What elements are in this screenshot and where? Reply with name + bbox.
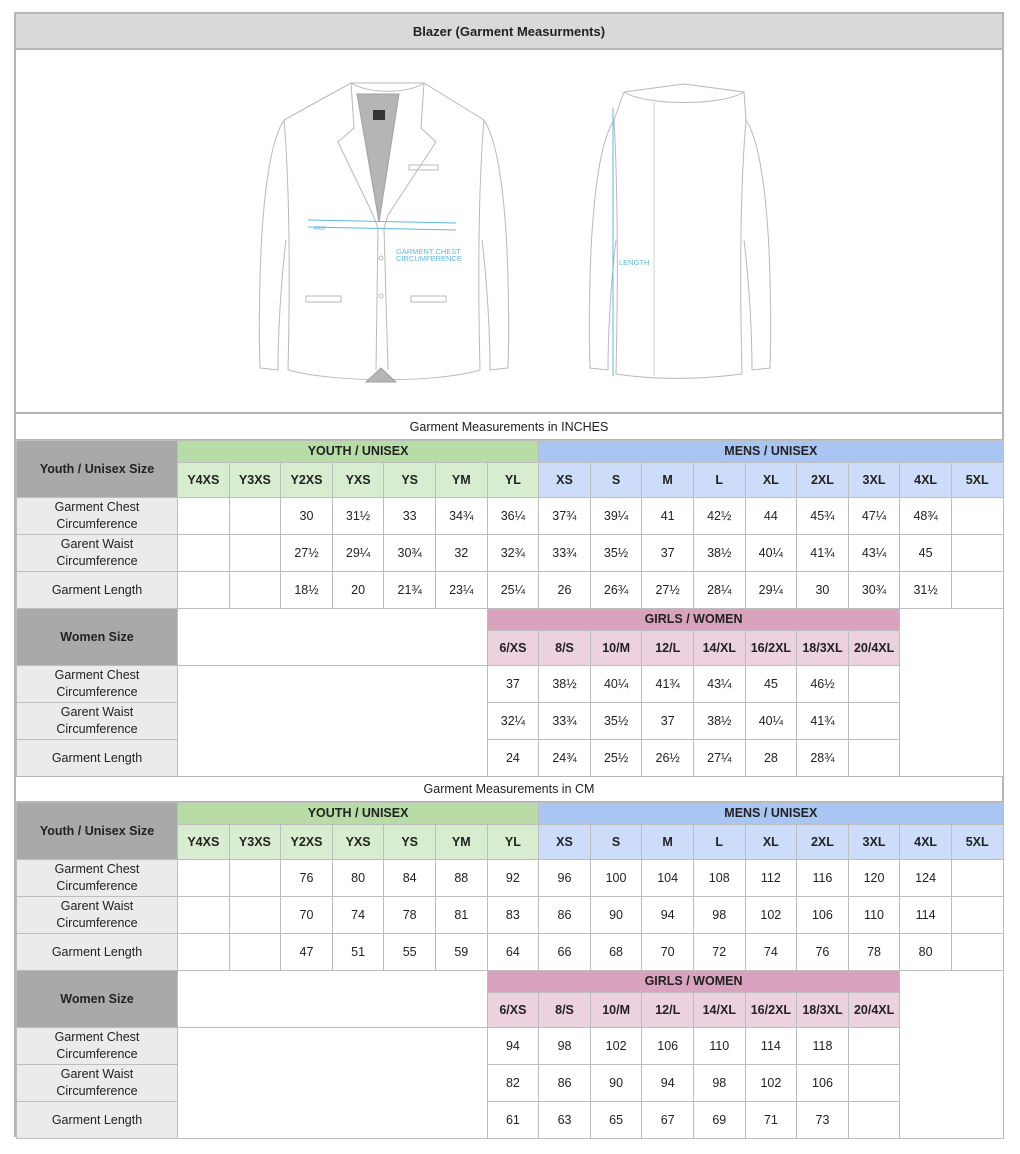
measurement-value: 30 (797, 572, 849, 609)
measurement-label-line1: Garment Length (51, 582, 143, 597)
size-column-header: 4XL (900, 825, 952, 860)
measurement-value: 37 (642, 535, 694, 572)
size-column-header: 2XL (797, 825, 849, 860)
measurement-label-line1: Garment Length (51, 944, 143, 959)
measurement-value: 110 (848, 897, 900, 934)
table-row (17, 1102, 1004, 1139)
size-column-header: YM (435, 463, 487, 498)
table-row (17, 498, 1004, 535)
mens-group-header: MENS / UNISEX (539, 803, 1003, 825)
measurement-value: 31½ (332, 498, 384, 535)
measurement-label-line2: Circumference (56, 722, 138, 736)
empty-area (900, 609, 1003, 777)
measurement-value: 114 (900, 897, 952, 934)
measurement-value: 41¾ (642, 666, 694, 703)
size-column-header: S (590, 825, 642, 860)
measurement-label-line2: Circumference (56, 554, 138, 568)
measurement-value (848, 666, 900, 703)
measurement-value: 27½ (642, 572, 694, 609)
measurement-value: 94 (642, 1065, 694, 1102)
measurement-value: 21¾ (384, 572, 436, 609)
measurement-value: 37 (642, 703, 694, 740)
measurement-value (229, 934, 281, 971)
measurement-value: 108 (693, 860, 745, 897)
measurement-label-line1: Garment Length (51, 750, 143, 765)
girls-group-header: GIRLS / WOMEN (487, 971, 900, 993)
measurement-value: 25¼ (487, 572, 539, 609)
measurement-value: 102 (745, 1065, 797, 1102)
size-column-header: YXS (332, 825, 384, 860)
measurement-label-line1: Garment Chest (54, 668, 140, 682)
size-column-header: M (642, 463, 694, 498)
inches-women-table (16, 608, 1004, 777)
measurement-value (951, 572, 1003, 609)
measurement-label-line1: Garent Waist (60, 899, 134, 913)
size-column-header: 18/3XL (797, 993, 849, 1028)
measurement-value: 37 (487, 666, 539, 703)
chart-title: Blazer (Garment Measurments) (16, 14, 1002, 50)
size-column-header: M (642, 825, 694, 860)
size-column-header: 6/XS (487, 993, 539, 1028)
blazer-illustration (16, 50, 1002, 414)
measurement-value: 74 (332, 897, 384, 934)
measurement-value: 43¼ (694, 666, 746, 703)
measurement-value: 27½ (281, 535, 333, 572)
measurement-label-line1: Garent Waist (60, 1067, 134, 1081)
measurement-label-line2: Circumference (56, 1084, 138, 1098)
blazer-back-view (589, 84, 770, 379)
measurement-value: 78 (384, 897, 436, 934)
measurement-value: 26 (539, 572, 591, 609)
measurement-value: 37¾ (539, 498, 591, 535)
measurement-value (178, 498, 230, 535)
size-column-header: YL (487, 825, 539, 860)
table-row (17, 934, 1004, 971)
table-row (17, 740, 1004, 777)
measurement-value: 31½ (900, 572, 952, 609)
measurement-value: 55 (384, 934, 436, 971)
size-column-header: YXS (332, 463, 384, 498)
table-row (17, 572, 1004, 609)
measurement-value: 32 (435, 535, 487, 572)
size-column-header: 20/4XL (848, 631, 900, 666)
size-column-header: XS (539, 463, 591, 498)
measurement-label-line1: Garent Waist (60, 705, 134, 719)
measurement-value: 40¼ (745, 703, 797, 740)
measurement-value: 36¼ (487, 498, 539, 535)
size-column-header: XL (745, 463, 797, 498)
measurement-label (17, 934, 178, 971)
measurement-value: 41¾ (797, 535, 849, 572)
measurement-label (17, 572, 178, 609)
measurement-value: 28¼ (693, 572, 745, 609)
measurement-value: 112 (745, 860, 797, 897)
measurement-value (848, 1102, 900, 1139)
measurement-value: 38½ (539, 666, 591, 703)
measurement-value (229, 535, 281, 572)
size-column-header: 10/M (590, 993, 642, 1028)
measurement-label-line1: Garent Waist (60, 537, 134, 551)
measurement-label (17, 1065, 178, 1102)
size-column-header: Y3XS (229, 825, 281, 860)
measurement-value: 98 (694, 1065, 746, 1102)
measurement-value (178, 572, 230, 609)
measurement-value: 41¾ (797, 703, 849, 740)
measurement-value: 72 (693, 934, 745, 971)
measurement-value: 78 (848, 934, 900, 971)
measurement-value (229, 897, 281, 934)
measurement-value: 32¼ (487, 703, 539, 740)
measurement-value: 68 (590, 934, 642, 971)
measurement-value (178, 860, 230, 897)
measurement-value (178, 934, 230, 971)
measurement-value: 30¾ (384, 535, 436, 572)
measurement-label (17, 666, 178, 703)
measurement-value: 63 (539, 1102, 591, 1139)
table-row (17, 1065, 1004, 1102)
size-header: Youth / Unisex Size (17, 441, 178, 498)
measurement-value: 86 (539, 1065, 591, 1102)
measurement-value: 98 (539, 1028, 591, 1065)
measurement-value: 39¼ (590, 498, 642, 535)
measurement-value (229, 498, 281, 535)
measurement-value: 110 (694, 1028, 746, 1065)
size-column-header: 14/XL (694, 631, 746, 666)
measurement-value: 67 (642, 1102, 694, 1139)
size-column-header: 3XL (848, 825, 900, 860)
measurement-value: 106 (797, 1065, 849, 1102)
measurement-value: 98 (693, 897, 745, 934)
measurement-value: 26¾ (590, 572, 642, 609)
measurement-label-line1: Garment Chest (54, 862, 140, 876)
size-column-header: 14/XL (694, 993, 746, 1028)
measurement-value: 76 (797, 934, 849, 971)
measurement-value: 25½ (590, 740, 642, 777)
measurement-value: 45 (900, 535, 952, 572)
size-header: Women Size (17, 609, 178, 666)
measurement-value: 40¼ (745, 535, 797, 572)
measurement-value: 104 (642, 860, 694, 897)
measurement-value: 28¾ (797, 740, 849, 777)
measurement-value: 84 (384, 860, 436, 897)
brand-logo-icon (373, 110, 385, 120)
size-column-header: 18/3XL (797, 631, 849, 666)
measurement-value: 88 (435, 860, 487, 897)
measurement-value: 34¾ (435, 498, 487, 535)
size-column-header: XL (745, 825, 797, 860)
measurement-value (178, 535, 230, 572)
measurement-label (17, 1028, 178, 1065)
measurement-value: 80 (332, 860, 384, 897)
measurement-value: 100 (590, 860, 642, 897)
measurement-label-line1: Garment Chest (54, 500, 140, 514)
measurement-value: 102 (590, 1028, 642, 1065)
measurement-value: 70 (642, 934, 694, 971)
measurement-value: 64 (487, 934, 539, 971)
size-column-header: S (590, 463, 642, 498)
measurement-label (17, 535, 178, 572)
measurement-value: 24 (487, 740, 539, 777)
measurement-label (17, 897, 178, 934)
measurement-value: 35½ (590, 703, 642, 740)
measurement-value: 33 (384, 498, 436, 535)
size-header: Youth / Unisex Size (17, 803, 178, 860)
measurement-value: 40¼ (590, 666, 642, 703)
size-column-header: Y2XS (281, 825, 333, 860)
measurement-label (17, 860, 178, 897)
table-row (17, 703, 1004, 740)
size-column-header: Y4XS (178, 825, 230, 860)
measurement-value: 26½ (642, 740, 694, 777)
youth-group-header: YOUTH / UNISEX (178, 803, 539, 825)
measurement-label-line2: Circumference (56, 1047, 138, 1061)
blazer-drawing (16, 50, 1002, 412)
measurement-value: 94 (642, 897, 694, 934)
size-column-header: 16/2XL (745, 631, 797, 666)
measurement-value (951, 498, 1003, 535)
measurement-label (17, 498, 178, 535)
measurement-value: 30¾ (848, 572, 900, 609)
measurement-label (17, 740, 178, 777)
measurement-value: 61 (487, 1102, 539, 1139)
measurement-value: 66 (539, 934, 591, 971)
measurement-value: 81 (435, 897, 487, 934)
measurement-value (229, 572, 281, 609)
cm-women-table (16, 970, 1004, 1139)
measurement-value: 47 (281, 934, 333, 971)
measurement-value: 106 (642, 1028, 694, 1065)
measurement-value: 45 (745, 666, 797, 703)
measurement-value (178, 897, 230, 934)
empty-area (178, 971, 488, 1028)
empty-area (178, 666, 488, 777)
cm-unisex-table (16, 802, 1004, 971)
measurement-value: 38½ (694, 703, 746, 740)
measurement-value: 83 (487, 897, 539, 934)
measurement-value: 70 (281, 897, 333, 934)
size-column-header: 12/L (642, 631, 694, 666)
measurement-value (848, 740, 900, 777)
chest-dimension-line (308, 227, 456, 230)
size-header: Women Size (17, 971, 178, 1028)
measurement-value (229, 860, 281, 897)
measurement-value (951, 934, 1003, 971)
size-column-header: 12/L (642, 993, 694, 1028)
measurement-value: 96 (539, 860, 591, 897)
measurement-value (951, 897, 1003, 934)
measurement-value: 43¼ (848, 535, 900, 572)
chest-label-line2: CIRCUMFERENCE (396, 254, 462, 263)
measurement-value: 18½ (281, 572, 333, 609)
size-column-header: 5XL (951, 463, 1003, 498)
size-chart-sheet (14, 12, 1004, 1137)
empty-area (900, 971, 1003, 1139)
size-column-header: 20/4XL (848, 993, 900, 1028)
measurement-value: 65 (590, 1102, 642, 1139)
measurement-value: 92 (487, 860, 539, 897)
inches-section-title: Garment Measurements in INCHES (16, 414, 1002, 440)
size-column-header: 2XL (797, 463, 849, 498)
size-column-header: 3XL (848, 463, 900, 498)
measurement-value: 45¾ (797, 498, 849, 535)
measurement-value: 23¼ (435, 572, 487, 609)
measurement-value: 90 (590, 897, 642, 934)
measurement-value (848, 703, 900, 740)
measurement-value: 94 (487, 1028, 539, 1065)
youth-group-header: YOUTH / UNISEX (178, 441, 539, 463)
measurement-value (848, 1065, 900, 1102)
size-column-header: Y3XS (229, 463, 281, 498)
measurement-value: 24¾ (539, 740, 591, 777)
measurement-value: 33¾ (539, 535, 591, 572)
girls-group-header: GIRLS / WOMEN (487, 609, 900, 631)
measurement-label-line1: Garment Chest (54, 1030, 140, 1044)
empty-area (178, 1028, 488, 1139)
measurement-value (848, 1028, 900, 1065)
measurement-value: 38½ (693, 535, 745, 572)
measurement-value: 47¼ (848, 498, 900, 535)
size-column-header: 10/M (590, 631, 642, 666)
measurement-value: 120 (848, 860, 900, 897)
measurement-value: 30 (281, 498, 333, 535)
size-column-header: Y4XS (178, 463, 230, 498)
size-column-header: YL (487, 463, 539, 498)
table-row (17, 897, 1004, 934)
measurement-value: 35½ (590, 535, 642, 572)
measurement-label-line2: Circumference (56, 879, 138, 893)
mens-group-header: MENS / UNISEX (539, 441, 1003, 463)
measurement-value: 28 (745, 740, 797, 777)
measurement-value: 59 (435, 934, 487, 971)
measurement-label-line2: Circumference (56, 916, 138, 930)
measurement-value: 33¾ (539, 703, 591, 740)
measurement-value (951, 860, 1003, 897)
measurement-value: 74 (745, 934, 797, 971)
measurement-label (17, 1102, 178, 1139)
size-column-header: YM (435, 825, 487, 860)
measurement-value: 32¾ (487, 535, 539, 572)
size-column-header: 5XL (951, 825, 1003, 860)
measurement-label (17, 703, 178, 740)
measurement-value: 80 (900, 934, 952, 971)
table-row (17, 860, 1004, 897)
measurement-value: 42½ (693, 498, 745, 535)
measurement-value: 76 (281, 860, 333, 897)
empty-area (178, 609, 488, 666)
size-column-header: L (693, 463, 745, 498)
measurement-value: 106 (797, 897, 849, 934)
table-row (17, 1028, 1004, 1065)
arm-label: ARM (314, 226, 326, 232)
measurement-value: 102 (745, 897, 797, 934)
measurement-value: 124 (900, 860, 952, 897)
size-column-header: 16/2XL (745, 993, 797, 1028)
size-column-header: L (693, 825, 745, 860)
size-column-header: XS (539, 825, 591, 860)
measurement-value: 48¾ (900, 498, 952, 535)
measurement-value: 27¼ (694, 740, 746, 777)
table-row (17, 666, 1004, 703)
measurement-value: 46½ (797, 666, 849, 703)
size-column-header: Y2XS (281, 463, 333, 498)
measurement-value: 82 (487, 1065, 539, 1102)
measurement-value: 51 (332, 934, 384, 971)
measurement-label-line2: Circumference (56, 685, 138, 699)
measurement-value: 69 (694, 1102, 746, 1139)
measurement-value: 71 (745, 1102, 797, 1139)
measurement-value: 29¼ (332, 535, 384, 572)
measurement-value (951, 535, 1003, 572)
length-label: LENGTH (619, 258, 650, 267)
size-column-header: YS (384, 825, 436, 860)
size-column-header: YS (384, 463, 436, 498)
measurement-value: 41 (642, 498, 694, 535)
size-column-header: 8/S (539, 631, 591, 666)
cm-section-title: Garment Measurements in CM (16, 776, 1002, 802)
chest-label-line1: GARMENT CHEST (396, 247, 461, 256)
size-column-header: 8/S (539, 993, 591, 1028)
measurement-value: 20 (332, 572, 384, 609)
inches-unisex-table (16, 440, 1004, 609)
measurement-value: 118 (797, 1028, 849, 1065)
blazer-front-view (259, 83, 508, 382)
size-column-header: 4XL (900, 463, 952, 498)
measurement-value: 90 (590, 1065, 642, 1102)
measurement-value: 73 (797, 1102, 849, 1139)
measurement-label-line1: Garment Length (51, 1112, 143, 1127)
size-column-header: 6/XS (487, 631, 539, 666)
measurement-value: 116 (797, 860, 849, 897)
measurement-label-line2: Circumference (56, 517, 138, 531)
measurement-value: 44 (745, 498, 797, 535)
measurement-value: 114 (745, 1028, 797, 1065)
measurement-value: 29¼ (745, 572, 797, 609)
table-row (17, 535, 1004, 572)
measurement-value: 86 (539, 897, 591, 934)
